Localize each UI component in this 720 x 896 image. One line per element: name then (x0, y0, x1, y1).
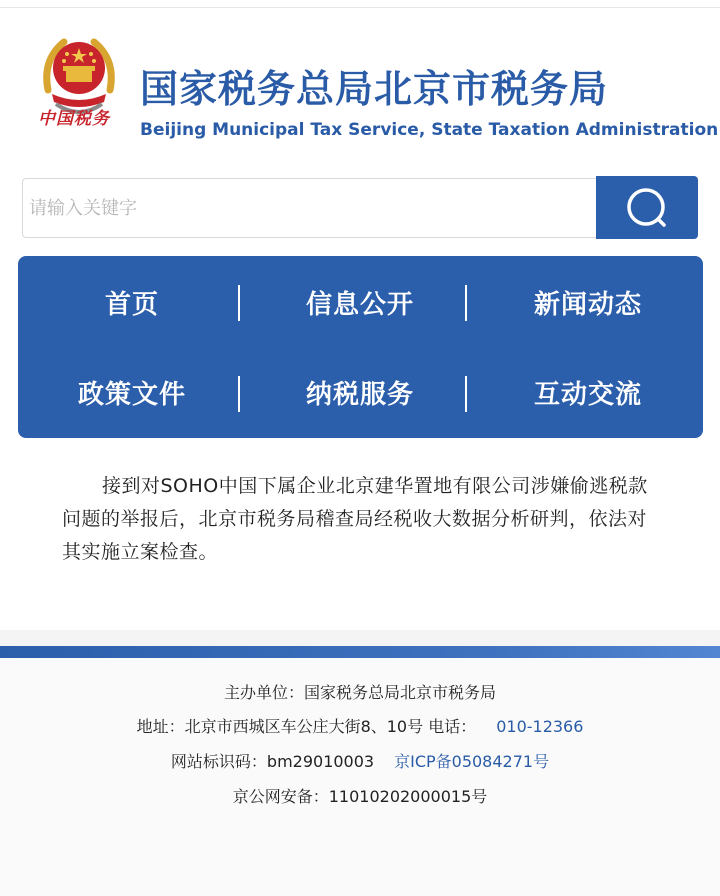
site-title-cn: 国家税务总局北京市税务局 (140, 67, 609, 111)
footer-host: 主办单位：国家税务总局北京市税务局 (223, 683, 496, 702)
footer-address-row (0, 714, 720, 737)
nav-separator (465, 376, 467, 412)
search-input[interactable] (22, 178, 596, 238)
site-footer (0, 658, 720, 896)
footer-address: 地址：北京市西城区车公庄大街8、10号 电话： (136, 717, 477, 736)
footer-accent-bar (0, 646, 720, 658)
logo-calligraphy: 中国税务 (38, 109, 110, 129)
nav-item-home[interactable]: 首页 (104, 289, 159, 320)
main-nav (18, 256, 703, 438)
footer-spacer (0, 630, 720, 646)
nav-item-tax-service[interactable]: 纳税服务 (305, 379, 414, 410)
nav-item-policy[interactable]: 政策文件 (77, 379, 186, 410)
search-button[interactable] (596, 176, 698, 239)
top-divider (0, 0, 720, 8)
nav-item-info-disclosure[interactable]: 信息公开 (305, 289, 414, 320)
nav-separator (465, 285, 467, 321)
footer-phone: 010-12366 (496, 717, 584, 736)
nav-separator (238, 285, 240, 321)
nav-item-interaction[interactable]: 互动交流 (533, 379, 642, 410)
nav-separator (238, 376, 240, 412)
footer-site-id-row (0, 749, 720, 772)
footer-police-record: 京公网安备：11010202000015号 (232, 787, 488, 806)
site-title-en: Beijing Municipal Tax Service, State Taxation Administration (140, 120, 719, 140)
footer-icp-link[interactable]: 京ICP备05084271号 (394, 752, 550, 771)
footer-site-id: 网站标识码：bm29010003 (170, 752, 375, 771)
nav-item-news[interactable]: 新闻动态 (533, 289, 642, 320)
announcement-text: 接到对SOHO中国下属企业北京建华置地有限公司涉嫌偷逃税款问题的举报后，北京市税务局稽查局经税收大数据分析研判，依法对其实施立案检查。 (62, 475, 648, 563)
announcement-article (62, 470, 662, 569)
search-icon (624, 185, 670, 231)
